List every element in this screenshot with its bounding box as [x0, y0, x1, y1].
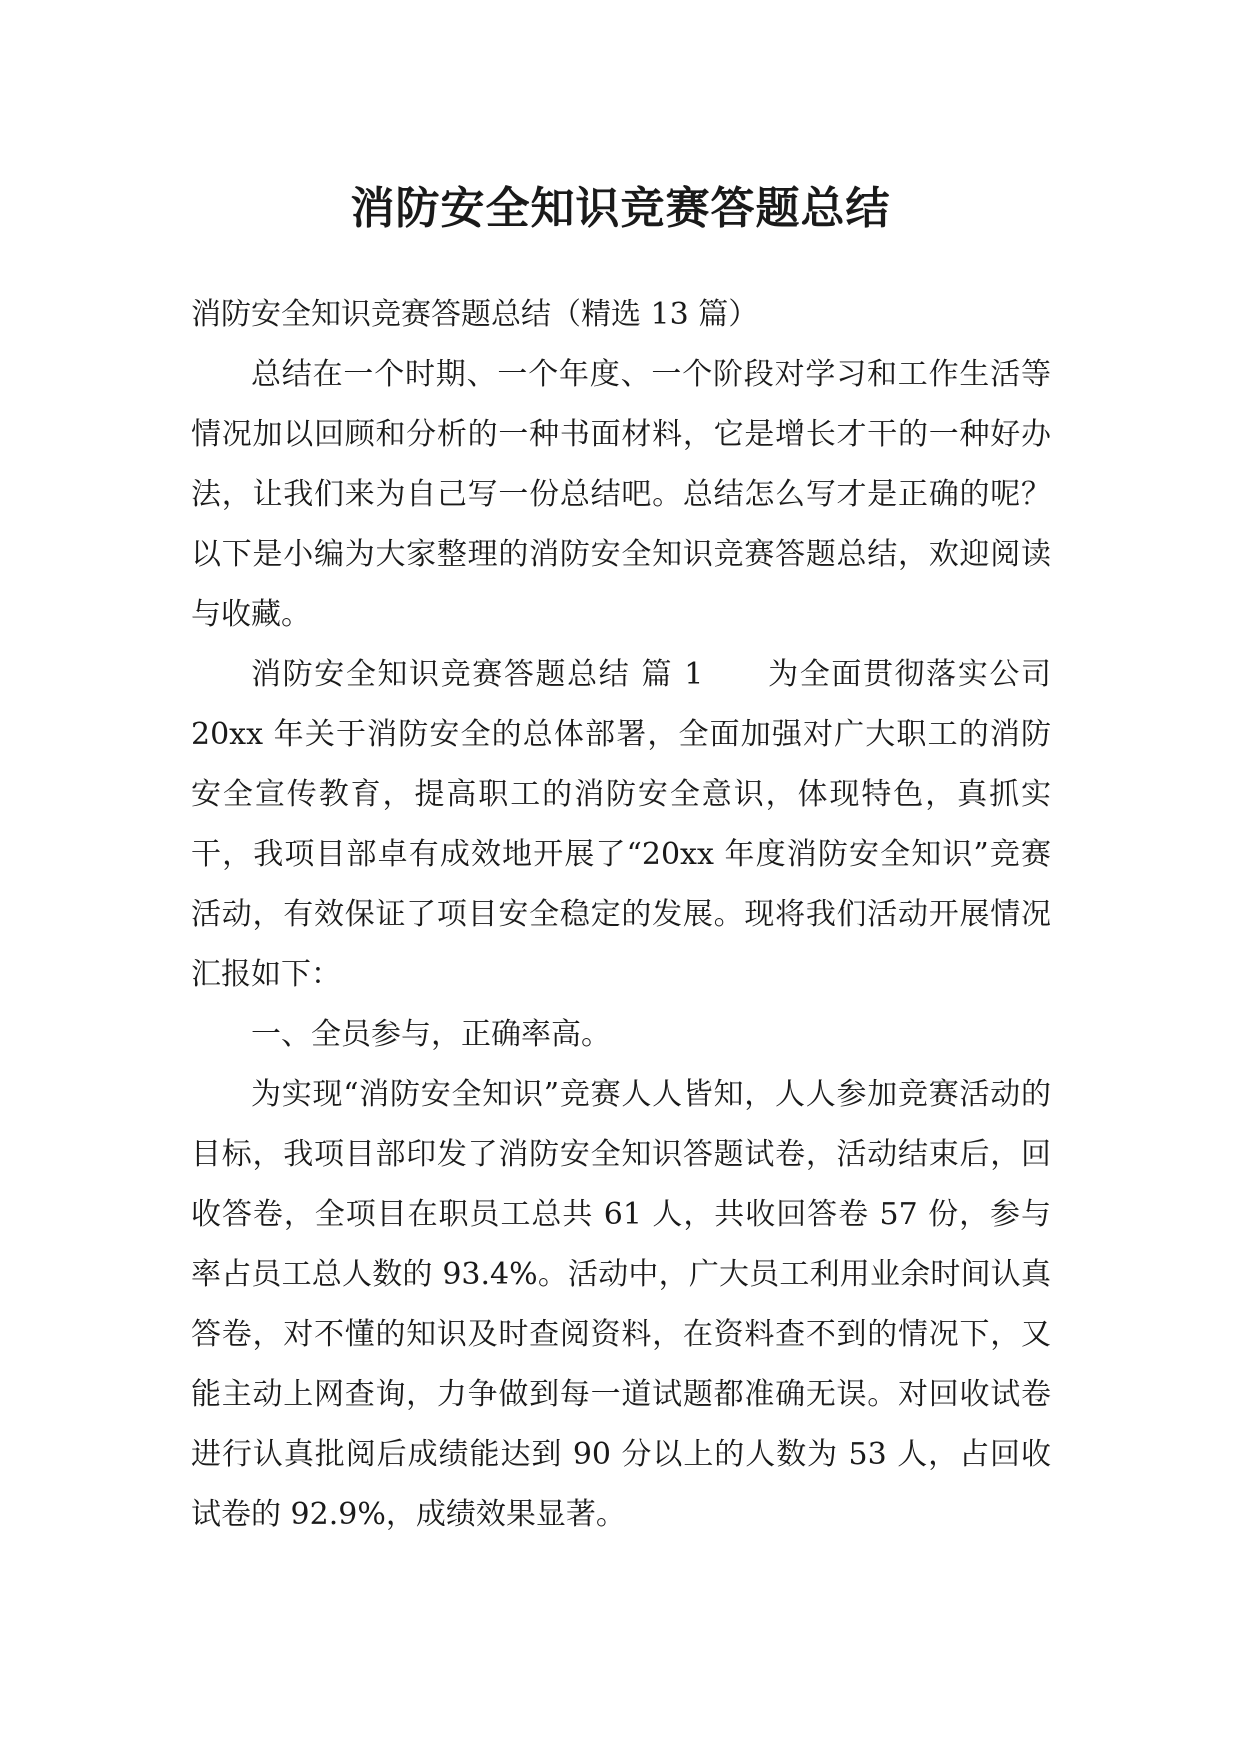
document-subtitle: 消防安全知识竞赛答题总结（精选 13 篇）	[191, 297, 759, 332]
intro-paragraph: 总结在一个时期、一个年度、一个阶段对学习和工作生活等情况加以回顾和分析的一种书面材料，它是增长才干的一种好办法，让我们来为自己写一份总结吧。总结怎么写才是正确的呢？以下是小编为大家整理的消防安全知识竞赛答题总结，欢迎阅读与收藏。	[191, 357, 1051, 632]
section-1-paragraph: 为实现“消防安全知识”竞赛人人皆知，人人参加竞赛活动的目标，我项目部印发了消防安全知识答题试卷，活动结束后，回收答卷，全项目在职员工总共 61 人，共收回答卷 57 份，参与率占员工总人数的 93.4%。活动中，广大员工利用业余时间认真答卷，对不懂的知识及时查阅资料，在资料查不到的情况下，又能主动上网查询，力争做到每一道试题都准确无误。对回收试卷进行认真批阅后成绩能达到 90 分以上的人数为 53 人，占回收试卷的 92.9%，成绩效果显著。	[191, 1077, 1051, 1532]
document-title: 消防安全知识竞赛答题总结	[350, 183, 891, 235]
document-body	[191, 285, 1051, 1545]
section-heading-1: 一、全员参与，正确率高。	[251, 1017, 611, 1052]
article-1-opening-paragraph: 消防安全知识竞赛答题总结 篇 1 为全面贯彻落实公司 20xx 年关于消防安全的总体部署，全面加强对广大职工的消防安全宣传教育，提高职工的消防安全意识，体现特色，真抓实干，我项目部卓有成效地开展了“20xx 年度消防安全知识”竞赛活动，有效保证了项目安全稳定的发展。现将我们活动开展情况汇报如下：	[191, 657, 1051, 992]
